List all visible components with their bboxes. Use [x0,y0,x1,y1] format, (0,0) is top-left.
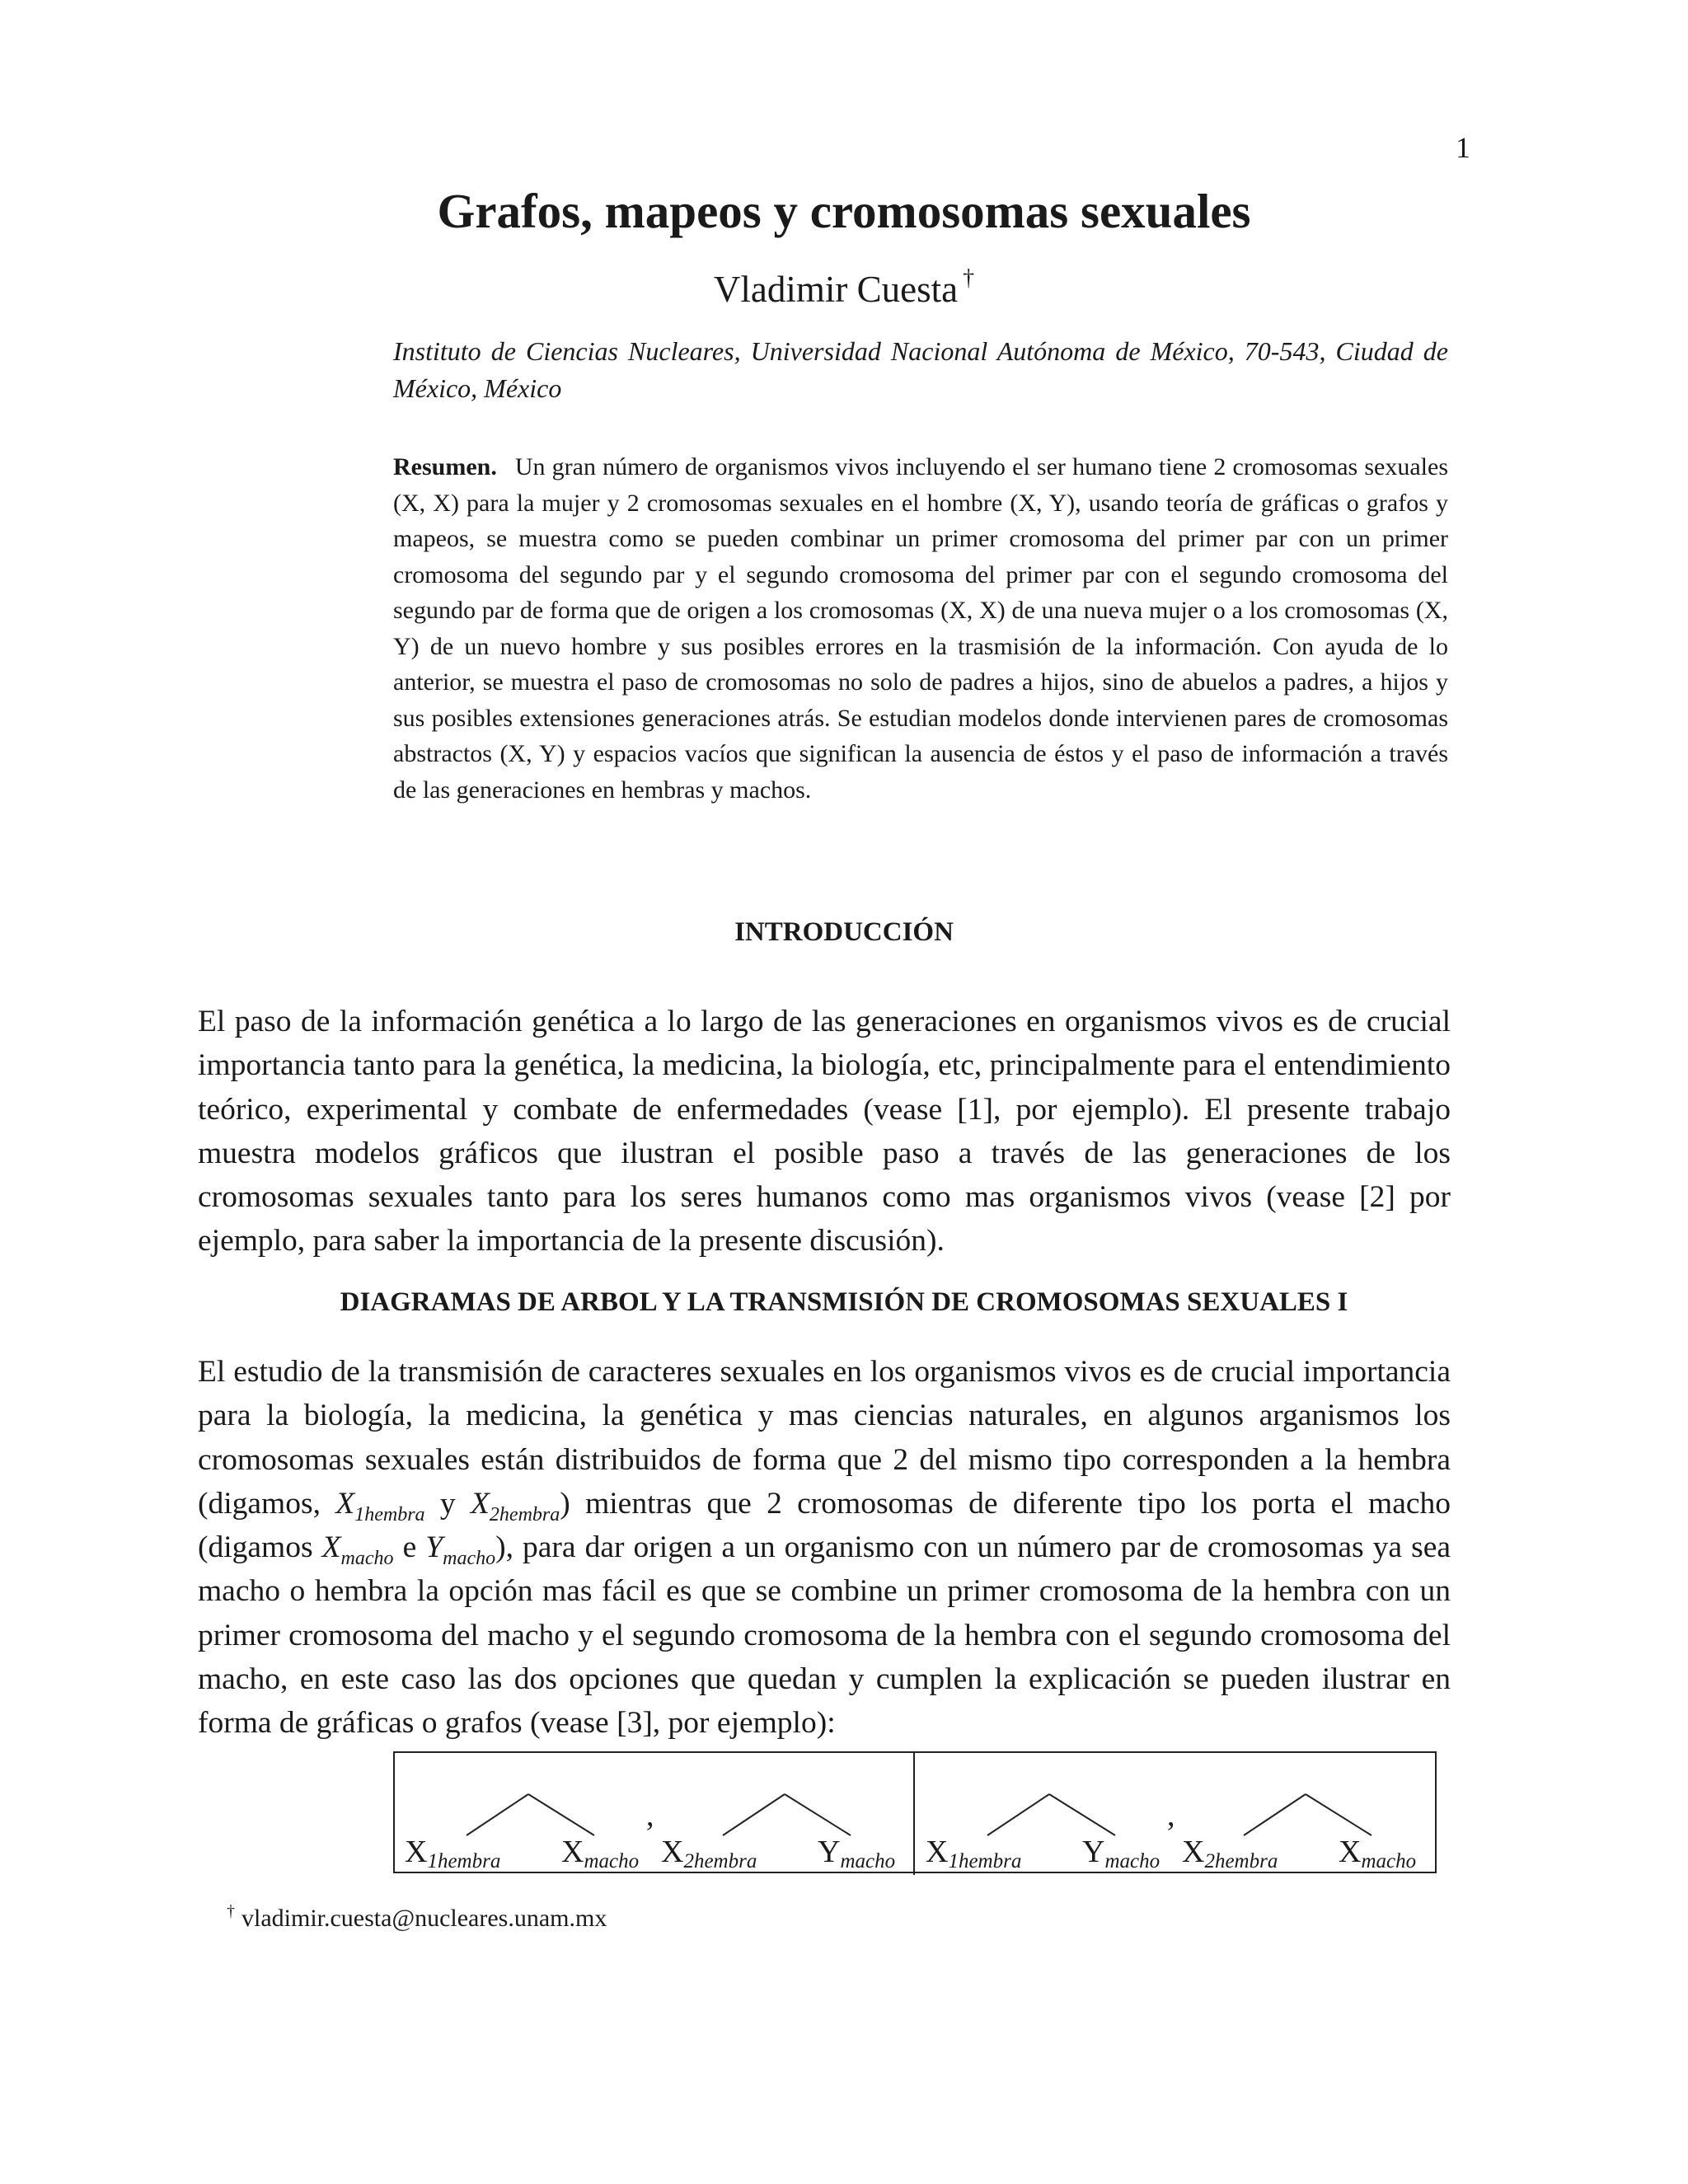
chromosome-label-male: Xmacho [1339,1835,1417,1872]
symbol-y-macho: $Y_{macho}$ [425,1530,496,1570]
footnote-mark: † [227,1902,235,1920]
pair-separator: , [646,1798,654,1833]
symbol-x1-hembra: $X_{1hembra}$ [335,1486,425,1526]
author-line [0,265,1688,311]
paragraph-segment: e [393,1530,426,1565]
chromosome-label-female: X2hembra [661,1835,757,1872]
footnote [227,1902,607,1933]
tree-edge-right [1306,1794,1372,1835]
chromosome-tree-diagram [393,1751,1437,1873]
paper-title: Grafos, mapeos y cromosomas sexuales [437,184,1251,238]
abstract-label: Resumen. [393,453,497,480]
abstract-text: Un gran número de organismos vivos incluyendo el ser humano tiene 2 cromosomas sexuales (X, X) para la mujer y 2 cromosomas sexuales en el hombre (X, Y), usando teoría de gráficas o grafos y mapeos, se muestra como se pueden combinar un primer cromosoma del primer par con un primer cromosoma del segundo par y el segundo cromosoma del primer par con el segundo cromosoma del segundo par de forma que de origen a los cromosomas (X, X) de una nueva mujer o a los cromosomas (X, Y) de un nuevo hombre y sus posibles errores en la trasmisión de la información. Con ayuda de lo anterior, se muestra el paso de cromosomas no solo de padres a hijos, sino de abuelos a padres, a hijos y sus posibles extensiones generaciones atrás. Se estudian modelos donde intervienen pares de cromosomas abstractos (X, Y) y espacios vacíos que significan la ausencia de éstos y el paso de información a través de las generaciones en hembras y machos. [393,453,1448,804]
tree-edge-left [1244,1794,1306,1835]
tree-edge-left [987,1794,1049,1835]
chromosome-label-male: Ymacho [818,1835,896,1872]
chromosome-label-female: X2hembra [1182,1835,1278,1872]
chromosome-label-male: Ymacho [1082,1835,1160,1872]
symbol-x-macho: $X_{macho}$ [321,1530,394,1570]
page-number: 1 [1456,131,1470,164]
paragraph-segment: ), para dar origen a un organismo con un número par de cromosomas ya sea macho o hembra la opción mas fácil es que se combine un primer cromosoma de la hembra con un primer cromosoma del macho y el segundo cromosoma de la hembra con el segundo cromosoma del macho, en este caso las dos opciones que quedan y cumplen la explicación se pueden ilustrar en forma de gráficas o grafos (vease [3], por ejemplo): [198,1530,1451,1741]
affiliation: Instituto de Ciencias Nucleares, Universidad Nacional Autónoma de México, 70-543, Ciudad de México, México [393,336,1448,403]
author-footnote-mark: † [963,265,975,291]
symbol-x2-hembra: $X_{2hembra}$ [471,1486,560,1526]
paragraph-segment: El estudio de la transmisión de caracteres sexuales en los organismos vivos es de crucial importancia para la biología, la medicina, la genética y mas ciencias naturales, en algunos arganismos los cromosomas sexuales están distribuidos de forma que 2 del mismo tipo corresponden a la hembra (digamos, [198,1355,1451,1521]
footnote-email: vladimir.cuesta@nucleares.unam.mx [241,1905,607,1932]
chromosome-label-male: Xmacho [561,1835,640,1872]
section-heading-diagramas: DIAGRAMAS DE ARBOL Y LA TRANSMISIÓN DE CROMOSOMAS SEXUALES I [340,1287,1348,1317]
paragraph-segment: ) mientras que 2 cromosomas de diferente tipo los porta el macho (digamos [198,1486,1451,1565]
tree-edge-left [723,1794,785,1835]
tree-edge-right [1049,1794,1115,1835]
abstract [393,449,1448,808]
tree-edge-right [528,1794,594,1835]
section-heading-introduccion: INTRODUCCIÓN [734,917,954,947]
pair-separator: , [1167,1798,1175,1833]
chromosome-label-female: X1hembra [405,1835,501,1872]
introduccion-paragraph: El paso de la información genética a lo largo de las generaciones en organismos vivos es de crucial importancia tanto para la genética, la medicina, la biología, etc, principalmente para el entendimiento teórico, experimental y combate de enfermedades (vease [1], por ejemplo). El presente trabajo muestra modelos gráficos que ilustran el posible paso a través de las generaciones de los cromosomas sexuales tanto para los seres humanos como mas organismos vivos (vease [2] por ejemplo, para saber la importancia de la presente discusión). [198,1005,1451,1258]
tree-edge-left [467,1794,528,1835]
diagram-canvas [395,1753,1438,1875]
tree-edge-right [785,1794,851,1835]
paragraph-segment: y [424,1486,471,1521]
chromosome-label-female: X1hembra [926,1835,1022,1872]
diagramas-paragraph [198,1350,1451,1746]
author-name: Vladimir Cuesta [713,269,959,310]
